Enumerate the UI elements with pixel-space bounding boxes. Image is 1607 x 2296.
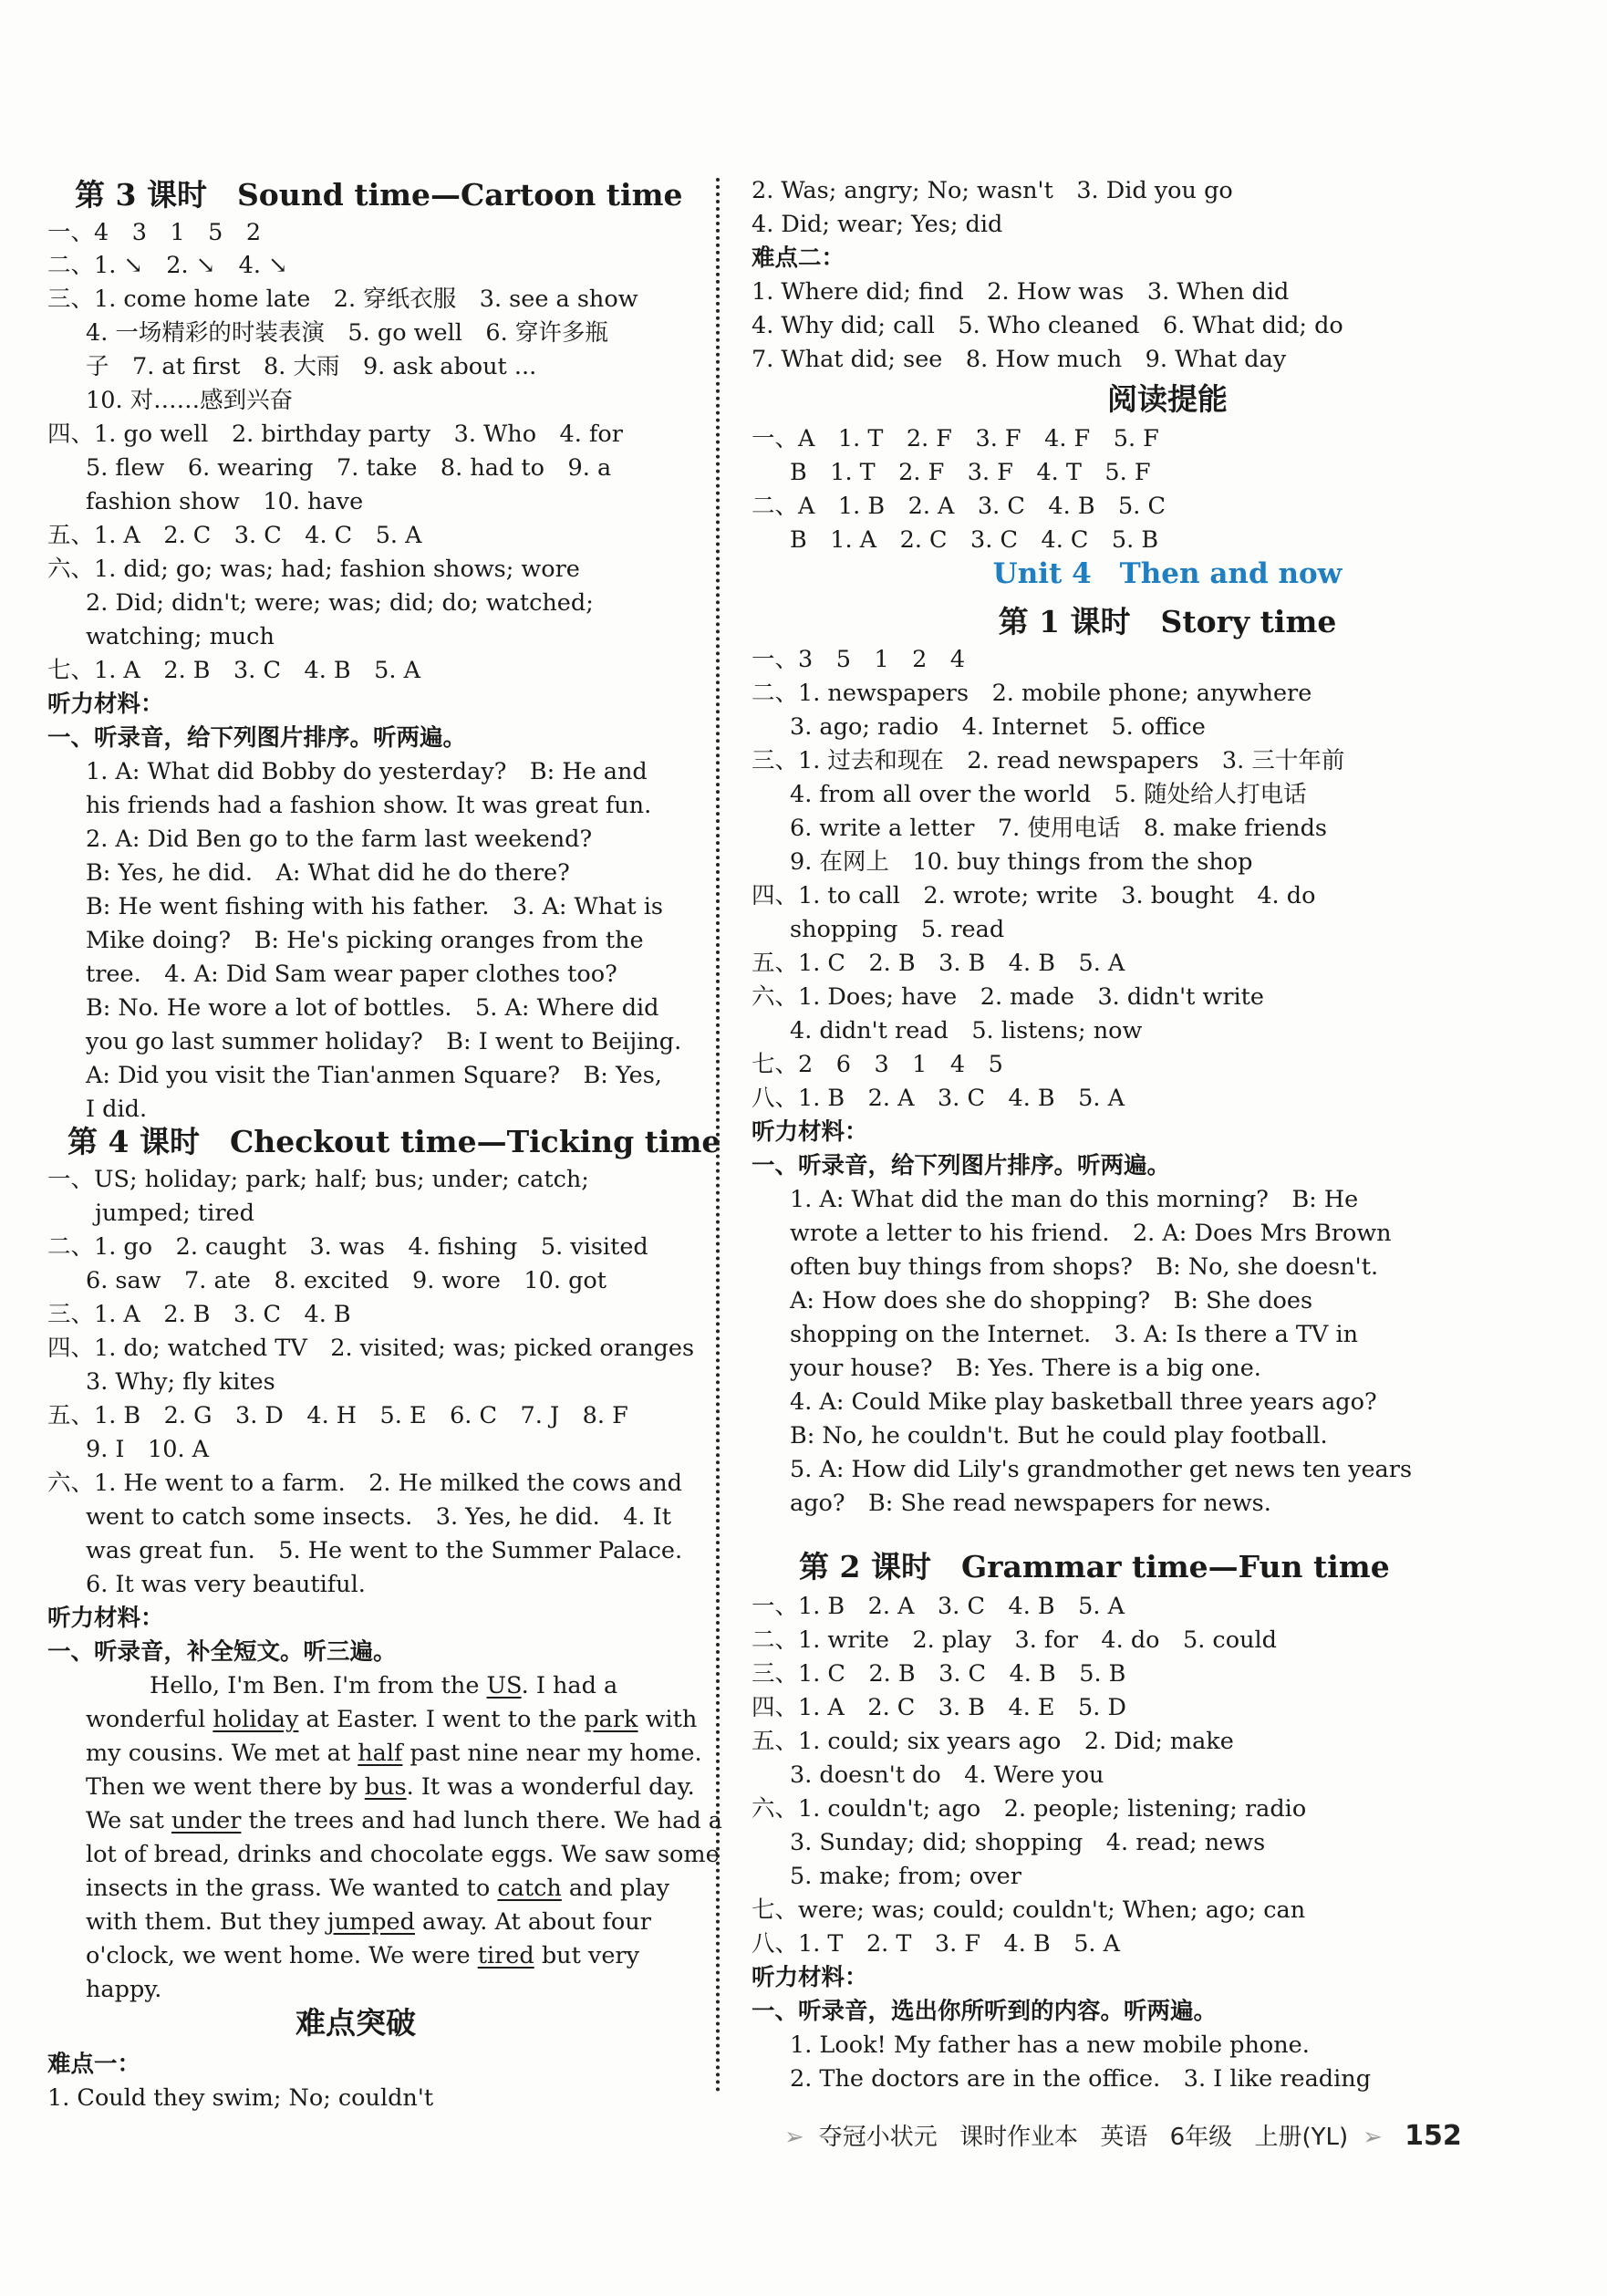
transcript-line: you go last summer holiday? B: I went to Beijing. (86, 1028, 682, 1055)
transcript-line: 4. A: Could Mike play basketball three years ago? (790, 1388, 1377, 1416)
blank-answer: catch (497, 1875, 562, 1902)
unit-title: Unit 4 Then and now (992, 557, 1343, 590)
answer-line: fashion show 10. have (86, 488, 364, 515)
passage-line: lot of bread, drinks and chocolate eggs. We saw some (86, 1841, 720, 1868)
passage-line: We sat under the trees and had lunch there. We had a (86, 1807, 722, 1834)
answer-line: 10. 对……感到兴奋 (86, 387, 294, 414)
difficulty-2-label: 难点二： (752, 244, 845, 272)
answer-line: 二、1. go 2. caught 3. was 4. fishing 5. visited (47, 1233, 648, 1261)
lesson-3-title: 第 3 课时 Sound time—Cartoon time (75, 177, 683, 213)
transcript-line: B: No. He wore a lot of bottles. 5. A: Where did (86, 994, 659, 1022)
answer-line: 五、1. A 2. C 3. C 4. C 5. A (47, 522, 422, 549)
answer-line: 6. saw 7. ate 8. excited 9. wore 10. got (86, 1267, 607, 1294)
answer-line: B 1. T 2. F 3. F 4. T 5. F (790, 459, 1151, 486)
arrow-icon: ➢ (1363, 2124, 1383, 2151)
answer-line: 6. It was very beautiful. (86, 1571, 366, 1598)
answer-line: 二、1. newspapers 2. mobile phone; anywhere (752, 680, 1312, 707)
transcript-line: I did. (86, 1096, 148, 1123)
answer-line: 五、1. could; six years ago 2. Did; make (752, 1728, 1234, 1755)
answer-line: 2. Did; didn't; were; was; did; do; watched; (86, 589, 594, 617)
answer-line: 3. ago; radio 4. Internet 5. office (790, 713, 1206, 741)
answer-line: 9. I 10. A (86, 1436, 210, 1463)
passage-line: my cousins. We met at half past nine near my home. (86, 1740, 702, 1767)
transcript-line: 1. A: What did Bobby do yesterday? B: He and (86, 758, 648, 785)
answer-line: 三、1. C 2. B 3. C 4. B 5. B (752, 1660, 1126, 1688)
answer-line: 子 7. at first 8. 大雨 9. ask about ... (86, 353, 537, 380)
passage-line: o'clock, we went home. We were tired but very (86, 1942, 640, 1969)
transcript-line: your house? B: Yes. There is a big one. (790, 1355, 1261, 1382)
blank-answer: under (171, 1807, 242, 1834)
answer-line: went to catch some insects. 3. Yes, he did. 4. It (86, 1503, 671, 1531)
blank-answer: bus (364, 1773, 407, 1801)
answer-line: shopping 5. read (790, 916, 1005, 943)
transcript-line: B: Yes, he did. A: What did he do there? (86, 859, 570, 887)
transcript-line: B: He went fishing with his father. 3. A: What is (86, 893, 663, 920)
answer-line: 二、A 1. B 2. A 3. C 4. B 5. C (752, 493, 1166, 520)
footer-subject: 英语 (1100, 2124, 1148, 2151)
answer-line: 4. didn't read 5. listens; now (790, 1017, 1143, 1044)
footer-volume: 上册(YL) (1254, 2124, 1349, 2151)
answer-line: 八、1. T 2. T 3. F 4. B 5. A (752, 1930, 1121, 1958)
answer-line: 一、3 5 1 2 4 (752, 646, 966, 673)
listening-label: 听力材料： (752, 1118, 868, 1146)
answer-line: 六、1. couldn't; ago 2. people; listening; radio (752, 1795, 1307, 1823)
answer-line: 2. Was; angry; No; wasn't 3. Did you go (752, 177, 1233, 204)
listening-heading: 一、听录音，给下列图片排序。听两遍。 (752, 1152, 1171, 1179)
transcript-line: 1. A: What did the man do this morning? B: He (790, 1186, 1359, 1213)
answer-line: 四、1. to call 2. wrote; write 3. bought 4. do (752, 882, 1316, 909)
answer-line: 七、were; was; could; couldn't; When; ago; can (752, 1896, 1306, 1924)
answer-line: 一、4 3 1 5 2 (47, 219, 262, 246)
difficulty-1-label: 难点一： (47, 2051, 141, 2078)
answer-line: 6. write a letter 7. 使用电话 8. make friends (790, 815, 1327, 842)
answer-line: 4. Why did; call 5. Who cleaned 6. What did; do (752, 312, 1343, 339)
passage-line: wonderful holiday at Easter. I went to the park with (86, 1706, 698, 1733)
answer-line: 三、1. come home late 2. 穿纸衣服 3. see a show (47, 286, 638, 313)
unit-lesson-2-title: 第 2 课时 Grammar time—Fun time (799, 1549, 1390, 1584)
answer-line: 3. doesn't do 4. Were you (790, 1761, 1104, 1789)
transcript-line: his friends had a fashion show. It was great fun. (86, 792, 652, 819)
column-divider (716, 178, 720, 2093)
answer-line: 3. Why; fly kites (86, 1368, 275, 1396)
listening-label: 听力材料： (752, 1964, 868, 1991)
blank-answer: half (358, 1740, 403, 1767)
answer-line: 七、1. A 2. B 3. C 4. B 5. A (47, 657, 420, 684)
answer-line: 一、A 1. T 2. F 3. F 4. F 5. F (752, 425, 1159, 452)
listening-heading: 一、听录音，给下列图片排序。听两遍。 (47, 724, 467, 752)
blank-answer: holiday (213, 1706, 299, 1733)
passage-line: happy. (86, 1976, 162, 2003)
answer-line: 三、1. A 2. B 3. C 4. B (47, 1301, 351, 1328)
transcript-line: B: No, he couldn't. But he could play football. (790, 1422, 1328, 1449)
answer-line: 1. Where did; find 2. How was 3. When did (752, 278, 1290, 306)
answer-line: 4. from all over the world 5. 随处给人打电话 (790, 781, 1307, 808)
answer-line: 五、1. C 2. B 3. B 4. B 5. A (752, 950, 1125, 977)
arrow-icon: ➢ (784, 2124, 804, 2151)
answer-line: 5. flew 6. wearing 7. take 8. had to 9. a (86, 454, 612, 482)
transcript-line: 1. Look! My father has a new mobile phone. (790, 2031, 1310, 2059)
answer-line: was great fun. 5. He went to the Summer Palace. (86, 1537, 683, 1564)
blank-answer: US (486, 1672, 522, 1699)
answer-line: 1. Could they swim; No; couldn't (47, 2084, 434, 2112)
passage-line: Hello, I'm Ben. I'm from the US. I had a (150, 1672, 618, 1699)
transcript-line: 5. A: How did Lily's grandmother get news ten years (790, 1456, 1413, 1483)
answer-line: 四、1. A 2. C 3. B 4. E 5. D (752, 1694, 1126, 1721)
answer-line: 四、1. go well 2. birthday party 3. Who 4. for (47, 421, 623, 448)
answer-line: 二、1. write 2. play 3. for 4. do 5. could (752, 1626, 1277, 1654)
answer-line: 六、1. He went to a farm. 2. He milked the cows and (47, 1470, 682, 1497)
transcript-line: shopping on the Internet. 3. A: Is there a TV in (790, 1321, 1359, 1348)
listening-heading: 一、听录音，选出你所听到的内容。听两遍。 (752, 1998, 1218, 2025)
answer-line: 5. make; from; over (790, 1863, 1021, 1890)
page-footer (784, 2116, 1477, 2156)
answer-line: 9. 在网上 10. buy things from the shop (790, 848, 1253, 876)
answer-line: 4. Did; wear; Yes; did (752, 211, 1003, 238)
answer-line: jumped; tired (95, 1200, 254, 1227)
blank-answer: tired (477, 1942, 534, 1969)
answer-line: 7. What did; see 8. How much 9. What day (752, 346, 1287, 373)
answer-line: 五、1. B 2. G 3. D 4. H 5. E 6. C 7. J 8. F (47, 1402, 628, 1429)
transcript-line: Mike doing? B: He's picking oranges from the (86, 927, 644, 954)
lesson-4-title: 第 4 课时 Checkout time—Ticking time (67, 1124, 721, 1159)
difficulty-title: 难点突破 (295, 2005, 416, 2041)
footer-book: 课时作业本 (959, 2124, 1079, 2151)
answer-line: 一、US; holiday; park; half; bus; under; catch; (47, 1166, 589, 1193)
transcript-line: ago? B: She read newspapers for news. (790, 1490, 1271, 1517)
footer-brand: 夺冠小状元 (818, 2124, 938, 2151)
answer-line: 六、1. did; go; was; had; fashion shows; wore (47, 556, 580, 583)
unit-lesson-1-title: 第 1 课时 Story time (998, 604, 1337, 639)
answer-line: 三、1. 过去和现在 2. read newspapers 3. 三十年前 (752, 747, 1345, 774)
answer-line: 六、1. Does; have 2. made 3. didn't write (752, 983, 1264, 1011)
transcript-line: A: How does she do shopping? B: She does (790, 1287, 1313, 1314)
answer-line: 4. 一场精彩的时装表演 5. go well 6. 穿许多瓶 (86, 319, 608, 347)
passage-line: Then we went there by bus. It was a wonderful day. (86, 1773, 695, 1801)
answer-line: 一、1. B 2. A 3. C 4. B 5. A (752, 1593, 1125, 1620)
transcript-line: tree. 4. A: Did Sam wear paper clothes too? (86, 961, 617, 988)
transcript-line: 2. A: Did Ben go to the farm last weekend? (86, 826, 593, 853)
transcript-line: wrote a letter to his friend. 2. A: Does Mrs Brown (790, 1220, 1392, 1247)
answer-line: 二、1. ↘ 2. ↘ 4. ↘ (47, 252, 288, 279)
listening-heading: 一、听录音，补全短文。听三遍。 (47, 1638, 397, 1666)
answer-line: 3. Sunday; did; shopping 4. read; news (790, 1829, 1266, 1856)
footer-grade: 6年级 (1169, 2124, 1233, 2151)
listening-label: 听力材料： (47, 691, 164, 718)
answer-line: B 1. A 2. C 3. C 4. C 5. B (790, 526, 1159, 554)
page-number: 152 (1405, 2120, 1462, 2152)
transcript-line: often buy things from shops? B: No, she doesn't. (790, 1253, 1379, 1281)
answer-line: watching; much (86, 623, 275, 650)
reading-title: 阅读提能 (1107, 381, 1228, 417)
transcript-line: 2. The doctors are in the office. 3. I like reading (790, 2065, 1372, 2093)
passage-line: with them. But they jumped away. At about four (86, 1908, 651, 1936)
listening-label: 听力材料： (47, 1605, 164, 1632)
transcript-line: A: Did you visit the Tian'anmen Square? B: Yes, (86, 1062, 662, 1089)
answer-line: 四、1. do; watched TV 2. visited; was; picked oranges (47, 1335, 695, 1362)
blank-answer: jumped (327, 1908, 415, 1936)
passage-line: insects in the grass. We wanted to catch and play (86, 1875, 670, 1902)
answer-line: 八、1. B 2. A 3. C 4. B 5. A (752, 1085, 1125, 1112)
answer-line: 七、2 6 3 1 4 5 (752, 1051, 1003, 1078)
blank-answer: park (584, 1706, 638, 1733)
